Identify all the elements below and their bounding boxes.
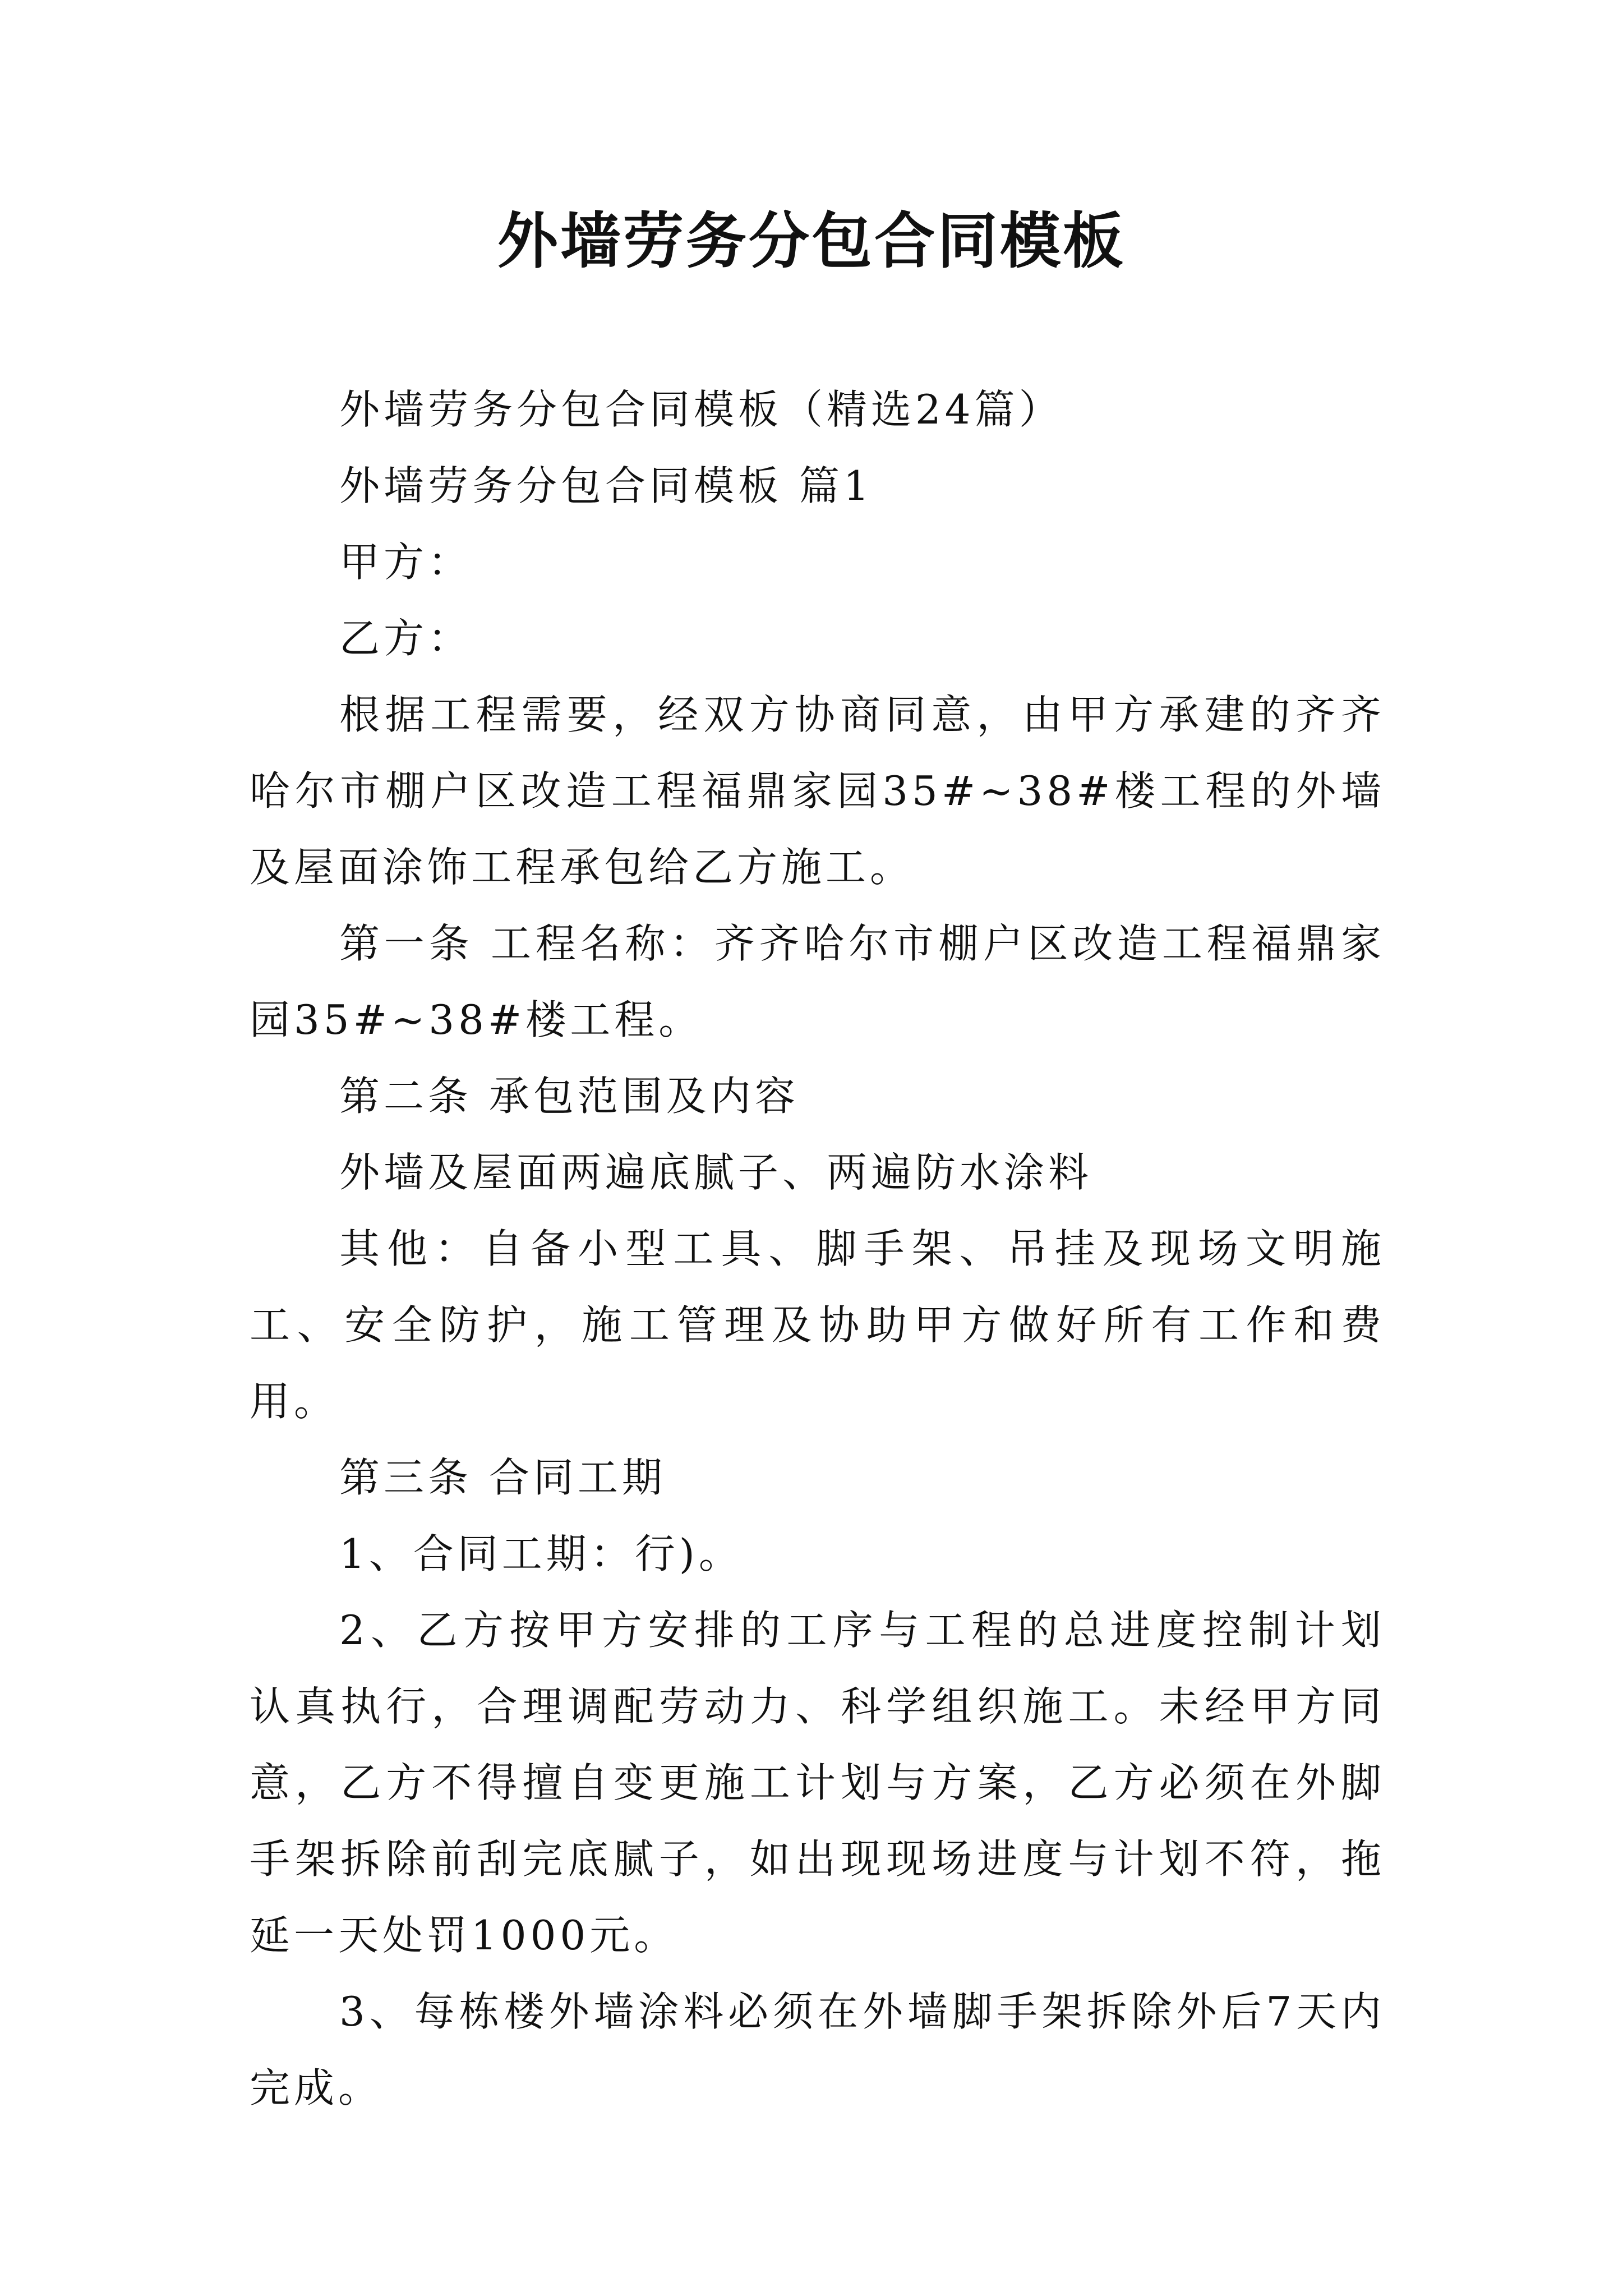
- paragraph-article-3-heading: 第三条 合同工期: [339, 1454, 666, 1501]
- paragraph-party-a: 甲方：: [339, 539, 473, 586]
- paragraph-party-b: 乙方：: [339, 615, 473, 662]
- paragraph-section-heading: 外墙劳务分包合同模板 篇1: [339, 462, 873, 509]
- paragraph-article-3-item-1: 1、合同工期：行)。: [339, 1530, 743, 1577]
- paragraph-article-1: 第一条 工程名称：齐齐哈尔市棚户区改造工程福鼎家园35#~38#楼工程。: [250, 920, 1385, 1043]
- paragraph-article-2-other: 其他：自备小型工具、脚手架、吊挂及现场文明施工、安全防护，施工管理及协助甲方做好所有工作和费用。: [250, 1225, 1385, 1425]
- paragraph-article-2-heading: 第二条 承包范围及内容: [339, 1073, 799, 1120]
- document-body: [250, 371, 1385, 2126]
- paragraph-subtitle: 外墙劳务分包合同模板（精选24篇）: [339, 386, 1063, 433]
- paragraph-preamble: 根据工程需要，经双方协商同意，由甲方承建的齐齐哈尔市棚户区改造工程福鼎家园35#~38#楼工程的外墙及屋面涂饰工程承包给乙方施工。: [250, 691, 1385, 891]
- paragraph-article-3-item-2: 2、乙方按甲方安排的工序与工程的总进度控制计划认真执行，合理调配劳动力、科学组织施工。未经甲方同意，乙方不得擅自变更施工计划与方案，乙方必须在外脚手架拆除前刮完底腻子，如出现现场进度与计划不符，拖延一天处罚1000元。: [250, 1607, 1385, 1959]
- paragraph-article-2-scope: 外墙及屋面两遍底腻子、两遍防水涂料: [339, 1149, 1093, 1196]
- document-title: 外墙劳务分包合同模板: [497, 206, 1126, 277]
- paragraph-article-3-item-3: 3、每栋楼外墙涂料必须在外墙脚手架拆除外后7天内完成。: [250, 1988, 1385, 2111]
